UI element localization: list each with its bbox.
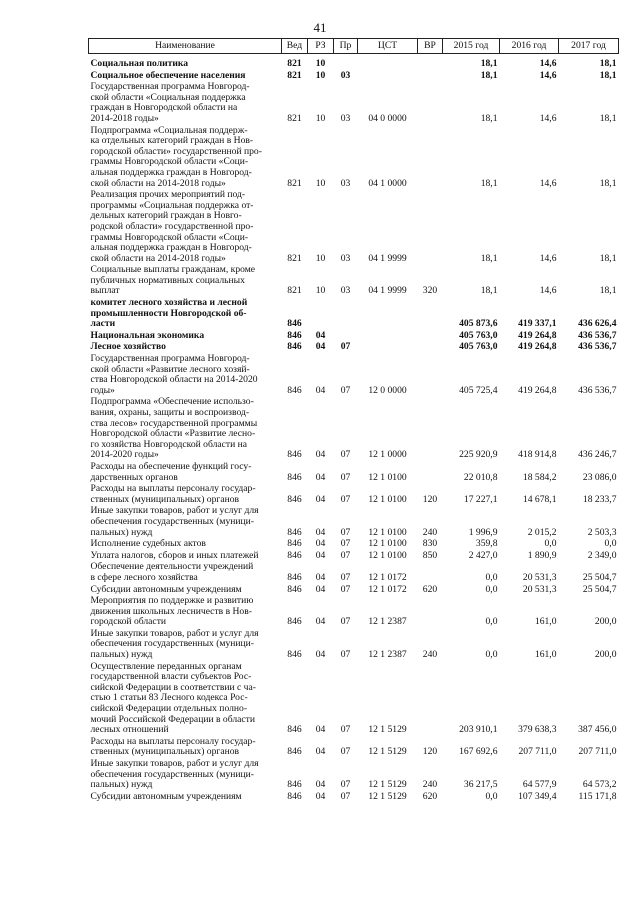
row-pr: 07 [340, 790, 351, 802]
row-name: Субсидии автономным учреждениям [90, 790, 242, 802]
row-name: Социальные выплаты гражданам, кроме публичных нормативных социальных выплат [90, 264, 256, 297]
row-ved: 846 [287, 724, 302, 736]
row-2016: 418 914,8 [518, 449, 557, 461]
row-name: Государственная программа Новгород- ской области «Социальная поддержка граждан в Новгородской области на 2014-2018 годы» [90, 81, 250, 124]
row-pr [334, 298, 358, 331]
row-2017: 0,0 [604, 538, 617, 550]
row-2016: 14,6 [539, 58, 557, 69]
row-ved: 846 [287, 538, 302, 550]
row-2017: 2 349,0 [587, 549, 617, 561]
row-pr: 07 [340, 449, 351, 461]
row-name: Исполнение судебных актов [90, 538, 206, 550]
row-name: Расходы на обеспечение функций госу- дарственных органов [90, 460, 252, 483]
row-vr: 850 [422, 549, 438, 561]
row-cst: 12 1 0100 [368, 538, 407, 550]
row-2016: 107 349,4 [518, 790, 557, 802]
table-row [89, 82, 619, 125]
row-pr: 07 [340, 583, 351, 595]
table-row [89, 397, 619, 462]
row-cst: 12 0 0000 [368, 384, 407, 396]
row-2016: 64 577,9 [522, 779, 557, 791]
row-pr: 03 [340, 177, 351, 189]
row-pr: 07 [340, 616, 351, 628]
row-ved: 846 [287, 571, 302, 583]
row-2016: 20 531,3 [522, 571, 557, 583]
row-2016: 14,6 [539, 285, 557, 297]
row-name: Расходы на выплаты персоналу государ- ственных (муниципальных) органов [90, 483, 256, 505]
row-rz: 04 [315, 746, 326, 758]
row-2017: 436 246,7 [578, 449, 617, 461]
table-row [89, 629, 619, 662]
row-name: Иные закупки товаров, работ и услуг для обеспечения государственных (муници- пальных) нужд [90, 627, 259, 661]
row-2017: 64 573,2 [582, 779, 617, 791]
row-cst: 12 1 0172 [368, 583, 407, 595]
header-2015: 2015 год [443, 39, 500, 54]
row-name: Мероприятия по поддержке и развитию движения школьных лесничеств в Нов- городской области [90, 595, 254, 628]
row-2016: 18 584,2 [522, 471, 557, 483]
row-pr: 07 [340, 746, 351, 758]
row-cst [358, 331, 418, 343]
row-rz: 04 [315, 571, 326, 583]
row-2017: 2 503,3 [587, 526, 617, 538]
row-cst: 04 1 9999 [368, 285, 407, 297]
row-pr: 07 [340, 779, 351, 791]
row-cst [358, 71, 418, 83]
header-rz: РЗ [308, 39, 334, 54]
row-ved: 846 [287, 549, 302, 561]
row-ved: 846 [287, 384, 302, 396]
row-2015: 0,0 [485, 790, 498, 802]
row-rz: 04 [315, 384, 326, 396]
row-cst: 04 1 9999 [368, 252, 407, 264]
row-cst: 12 1 0100 [368, 526, 407, 538]
row-2016: 161,0 [534, 649, 557, 661]
row-2017: 18,1 [599, 285, 617, 297]
row-2016: 2 015,2 [527, 526, 557, 538]
row-2017: 436 536,7 [578, 384, 617, 396]
row-ved: 846 [287, 471, 302, 483]
row-2015: 1 996,9 [468, 526, 498, 538]
row-rz: 04 [315, 583, 326, 595]
table-header-row [89, 39, 619, 54]
row-cst: 12 1 2387 [368, 649, 407, 661]
table-row [89, 596, 619, 629]
row-cst [358, 298, 418, 331]
row-ved: 846 [287, 341, 302, 353]
row-pr: 07 [340, 649, 351, 661]
row-2016: 14,6 [539, 69, 557, 81]
row-cst: 12 1 5129 [368, 790, 407, 802]
row-name: Обеспечение деятельности учреждений в сфере лесного хозяйства [90, 561, 254, 583]
row-2016: 419 337,1 [518, 318, 557, 330]
row-name: комитет лесного хозяйства и лесной промышленности Новгородской об- ласти [90, 297, 248, 330]
table-row [89, 484, 619, 506]
row-2017: 200,0 [594, 649, 617, 661]
row-name: Лесное хозяйство [90, 341, 166, 353]
row-vr: 240 [422, 526, 438, 538]
row-pr: 07 [340, 571, 351, 583]
row-2016: 419 264,8 [518, 384, 557, 396]
row-name: Национальная экономика [90, 329, 205, 341]
header-vr: ВР [418, 39, 443, 54]
row-ved: 821 [287, 285, 302, 297]
row-ved: 821 [287, 112, 302, 124]
row-rz: 04 [315, 549, 326, 561]
row-2016: 1 890,9 [527, 549, 557, 561]
table-row [89, 737, 619, 759]
row-2016: 14,6 [539, 252, 557, 264]
row-2017: 25 504,7 [582, 571, 617, 583]
row-ved: 846 [287, 449, 302, 461]
row-pr: 07 [340, 471, 351, 483]
row-rz: 04 [315, 616, 326, 628]
row-ved: 846 [287, 583, 302, 595]
header-ved: Вед [282, 39, 308, 54]
budget-table [88, 38, 619, 803]
row-2017: 18,1 [599, 177, 617, 189]
row-2017: 207 711,0 [578, 746, 617, 758]
row-cst: 04 0 0000 [368, 112, 407, 124]
header-name: Наименование [89, 39, 282, 54]
row-ved: 846 [287, 526, 302, 538]
row-vr: 830 [422, 538, 438, 550]
row-rz: 04 [315, 790, 326, 802]
row-ved: 821 [287, 177, 302, 189]
row-vr [418, 397, 443, 462]
row-cst: 04 1 0000 [368, 177, 407, 189]
row-ved: 821 [287, 252, 302, 264]
row-vr [418, 596, 443, 629]
row-vr [418, 562, 443, 584]
row-2015: 405 725,4 [459, 384, 498, 396]
header-cst: ЦСТ [358, 39, 418, 54]
row-2015: 18,1 [480, 177, 498, 189]
row-name: Социальная политика [90, 58, 189, 69]
row-2015: 0,0 [485, 571, 498, 583]
row-2017: 436 536,7 [578, 341, 617, 353]
row-2017: 387 456,0 [578, 724, 617, 736]
row-name: Расходы на выплаты персоналу государ- ственных (муниципальных) органов [90, 735, 256, 758]
row-2017: 200,0 [594, 616, 617, 628]
row-pr: 07 [340, 526, 351, 538]
row-cst: 12 1 2387 [368, 616, 407, 628]
row-rz [308, 298, 334, 331]
row-2015: 36 217,5 [463, 779, 498, 791]
table-row [89, 126, 619, 191]
table-row [89, 506, 619, 539]
row-2017: 18,1 [599, 112, 617, 124]
row-rz: 04 [315, 329, 326, 341]
row-2015: 18,1 [480, 285, 498, 297]
row-2016: 14,6 [539, 112, 557, 124]
table-row [89, 562, 619, 584]
row-pr: 03 [340, 69, 351, 81]
table-row [89, 539, 619, 551]
header-2016: 2016 год [500, 39, 559, 54]
row-ved: 846 [287, 329, 302, 341]
row-pr: 07 [340, 549, 351, 561]
row-2015: 18,1 [480, 58, 498, 69]
row-vr [418, 662, 443, 737]
row-name: Социальное обеспечение населения [90, 69, 246, 81]
row-ved: 846 [287, 649, 302, 661]
row-name: Субсидии автономным учреждениям [90, 583, 242, 595]
row-ved: 846 [287, 790, 302, 802]
row-cst: 12 1 0172 [368, 571, 407, 583]
row-rz: 10 [315, 112, 326, 124]
row-ved: 846 [287, 493, 302, 505]
row-2015: 405 873,6 [459, 318, 498, 330]
row-rz: 04 [315, 649, 326, 661]
row-2016: 20 531,3 [522, 583, 557, 595]
row-cst: 12 1 5129 [368, 746, 407, 758]
row-2016: 14 678,1 [522, 493, 557, 505]
row-rz: 10 [315, 58, 326, 69]
row-2017: 18,1 [599, 252, 617, 264]
row-2017: 436 626,4 [578, 318, 617, 330]
row-rz: 04 [315, 724, 326, 736]
row-pr: 03 [340, 252, 351, 264]
row-cst: 12 1 0100 [368, 549, 407, 561]
row-name: Подпрограмма «Обеспечение использо- вания, охраны, защиты и воспроизвод- ства лесов» государственной программы Новгородской области «Развитие лесно- го хозяйства Новгородской области на 2014-2020 годы» [90, 396, 258, 461]
row-pr: 03 [340, 285, 351, 297]
row-rz: 04 [315, 471, 326, 483]
row-ved: 846 [287, 318, 302, 330]
row-2016: 14,6 [539, 177, 557, 189]
table-row [89, 265, 619, 298]
row-2015: 225 920,9 [459, 449, 498, 461]
row-cst: 12 1 5129 [368, 779, 407, 791]
row-2015: 18,1 [480, 69, 498, 81]
row-pr: 07 [340, 341, 351, 353]
row-2015: 22 010,8 [463, 471, 498, 483]
row-rz: 10 [315, 285, 326, 297]
row-rz: 10 [315, 177, 326, 189]
row-2016: 161,0 [534, 616, 557, 628]
row-2016: 379 638,3 [518, 724, 557, 736]
row-cst [358, 54, 418, 71]
row-pr: 03 [340, 112, 351, 124]
row-name: Реализация прочих мероприятий под- программы «Социальная поддержка от- дельных категорий граждан в Новго- родской области» государственной про- граммы Новгородской области «Соци- альная поддержка граждан в Новгород- ской области на 2014-2018 годы» [90, 189, 254, 264]
row-2016: 0,0 [544, 538, 557, 550]
row-vr [418, 462, 443, 484]
row-2015: 203 910,1 [459, 724, 498, 736]
row-ved: 821 [287, 58, 302, 69]
row-pr: 07 [340, 538, 351, 550]
table-row [89, 759, 619, 792]
row-2017: 18,1 [599, 69, 617, 81]
table-body [89, 54, 619, 804]
row-vr: 320 [422, 285, 438, 297]
row-2016: 207 711,0 [518, 746, 557, 758]
page-number: 41 [313, 20, 327, 35]
row-vr: 620 [422, 790, 438, 802]
row-2017: 23 086,0 [582, 471, 617, 483]
row-2017: 115 171,8 [578, 790, 617, 802]
row-2015: 18,1 [480, 112, 498, 124]
row-name: Уплата налогов, сборов и иных платежей [90, 549, 259, 561]
table-row [89, 354, 619, 397]
row-cst: 12 1 0100 [368, 471, 407, 483]
row-pr: 07 [340, 384, 351, 396]
row-vr: 120 [422, 493, 438, 505]
table-row [89, 298, 619, 331]
row-vr [418, 190, 443, 265]
row-2015: 359,8 [475, 538, 498, 550]
table-row [89, 190, 619, 265]
row-ved: 846 [287, 746, 302, 758]
header-2017: 2017 год [559, 39, 619, 54]
table-row [89, 792, 619, 804]
row-2015: 0,0 [485, 583, 498, 595]
row-2017: 18 233,7 [582, 493, 617, 505]
row-2015: 0,0 [485, 649, 498, 661]
row-2015: 167 692,6 [459, 746, 498, 758]
row-rz: 04 [315, 493, 326, 505]
table-row [89, 462, 619, 484]
table-row [89, 54, 619, 71]
row-cst: 12 1 0000 [368, 449, 407, 461]
row-ved: 821 [287, 69, 302, 81]
row-2015: 405 763,0 [459, 341, 498, 353]
row-2016: 419 264,8 [518, 341, 557, 353]
row-vr: 240 [422, 649, 438, 661]
row-vr [418, 82, 443, 125]
row-2015: 17 227,1 [463, 493, 498, 505]
row-rz: 04 [315, 341, 326, 353]
row-vr [418, 298, 443, 331]
row-2016: 419 264,8 [518, 329, 557, 341]
row-vr [418, 126, 443, 191]
row-2015: 405 763,0 [459, 329, 498, 341]
row-name: Иные закупки товаров, работ и услуг для обеспечения государственных (муници- пальных) нужд [90, 505, 259, 538]
row-rz: 10 [315, 69, 326, 81]
row-pr: 07 [340, 493, 351, 505]
row-rz: 04 [315, 779, 326, 791]
row-vr: 240 [422, 779, 438, 791]
row-rz: 10 [315, 252, 326, 264]
row-name: Осуществление переданных органам государственной власти субъектов Рос- сийской Федерации в соответствии с ча- стью 1 статьи 83 Лесного кодекса Рос- сийской Федерации отдельных полно- мочий Российской Федерации в области лесных отношений [90, 660, 256, 736]
row-2017: 25 504,7 [582, 583, 617, 595]
header-pr: Пр [334, 39, 358, 54]
row-ved: 846 [287, 616, 302, 628]
row-cst: 12 1 0100 [368, 493, 407, 505]
row-name: Подпрограмма «Социальная поддерж- ка отдельных категорий граждан в Нов- городской области» государственной про- граммы Новгородской области «Соци- альная поддержка граждан в Новгород- ской области на 2014-2018 годы» [90, 124, 262, 189]
row-vr [418, 354, 443, 397]
table-row [89, 662, 619, 737]
row-2017: 18,1 [599, 58, 617, 69]
row-vr [418, 54, 443, 71]
row-name: Иные закупки товаров, работ и услуг для обеспечения государственных (муници- пальных) нужд [90, 758, 259, 791]
row-2015: 0,0 [485, 616, 498, 628]
row-2017: 436 536,7 [578, 329, 617, 341]
row-ved: 846 [287, 779, 302, 791]
row-vr: 120 [422, 746, 438, 758]
row-rz: 04 [315, 449, 326, 461]
row-vr [418, 71, 443, 83]
row-vr [418, 331, 443, 343]
row-name: Государственная программа Новгород- ской области «Развитие лесного хозяй- ства Новгородской области на 2014-2020 годы» [90, 353, 258, 396]
row-pr: 07 [340, 724, 351, 736]
row-vr: 620 [422, 583, 438, 595]
row-cst [358, 342, 418, 354]
row-vr [418, 342, 443, 354]
row-rz: 04 [315, 538, 326, 550]
row-2015: 2 427,0 [468, 549, 498, 561]
row-pr [334, 54, 358, 71]
row-2015: 18,1 [480, 252, 498, 264]
row-cst: 12 1 5129 [368, 724, 407, 736]
row-rz: 04 [315, 526, 326, 538]
